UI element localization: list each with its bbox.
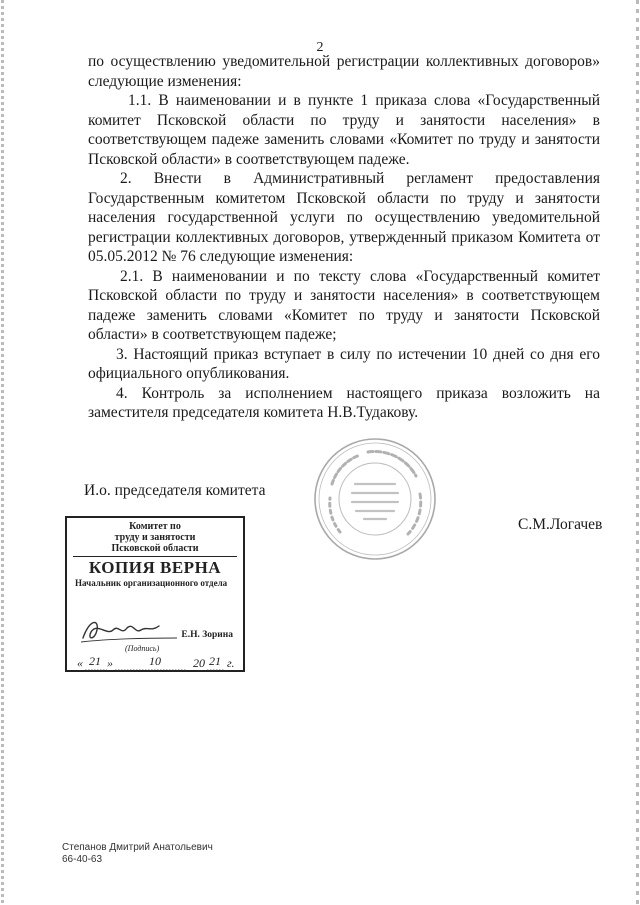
paragraph-4: 4. Контроль за исполнением настоящего приказа возложить на заместителя председателя комитета Н.В.Тудакову.: [88, 384, 600, 421]
date-year-suffix: 21: [209, 654, 221, 668]
signatory-title: И.о. председателя комитета: [84, 482, 266, 499]
stamp-org-line: Псковской области: [111, 543, 199, 554]
paragraph-1-1: 1.1. В наименовании и в пункте 1 приказа слова «Государственный комитет Псковской области по труду и занятости населения» в соответствующем падеже заменить словами «Комитет по труду и занятости Псковской области» в соответствующем падеже.: [88, 92, 600, 168]
executor-info: [62, 842, 213, 866]
official-seal: [312, 436, 438, 562]
executor-name: Степанов Дмитрий Анатольевич: [62, 842, 213, 853]
date-day: 21: [89, 654, 101, 668]
stamp-organization: [67, 518, 243, 554]
paragraph-3: 3. Настоящий приказ вступает в силу по истечении 10 дней со дня его официального опубликования.: [88, 345, 600, 382]
page-number: 2: [316, 40, 324, 55]
stamp-position: Начальник организационного отдела: [75, 578, 228, 588]
date-year-unit: г.: [227, 656, 235, 670]
date-month: 10: [149, 654, 161, 668]
paragraph-2-1: 2.1. В наименовании и по тексту слова «Государственный комитет Псковской области по труду и занятости населения» в соответствующем падеже заменить словами «Комитет по труду и занятости Псковской области» в соответствующем падеже;: [88, 267, 600, 343]
signatory-name: С.М.Логачев: [518, 516, 603, 533]
order-text: [88, 52, 600, 423]
stamp-signature-label: (Подпись): [125, 644, 160, 653]
stamp-signer-name: Е.Н. Зорина: [181, 630, 233, 640]
executor-phone: 66-40-63: [62, 854, 103, 865]
date-underline: [77, 668, 237, 672]
left-scan-edge: [1, 0, 4, 905]
copy-certified-stamp: [65, 516, 245, 672]
stamp-org-line: Комитет по: [129, 521, 181, 532]
stamp-copy-label: КОПИЯ ВЕРНА: [73, 556, 237, 578]
date-close-quote: »: [107, 656, 113, 670]
date-open-quote: «: [77, 656, 83, 670]
date-year-prefix: 20: [193, 656, 205, 670]
paragraph-2: 2. Внести в Административный регламент предоставления Государственным комитетом Псковской области по труду и занятости населения государственной услуги по осуществлению уведомительной регистрации коллективных договоров, утвержденный приказом Комитета от 05.05.2012 № 76 следующие изменения:: [88, 170, 600, 265]
paragraph-continuation: по осуществлению уведомительной регистрации коллективных договоров» следующие изменения:: [88, 53, 600, 90]
stamp-org-line: труду и занятости: [114, 532, 196, 543]
right-scan-edge: [636, 0, 639, 905]
